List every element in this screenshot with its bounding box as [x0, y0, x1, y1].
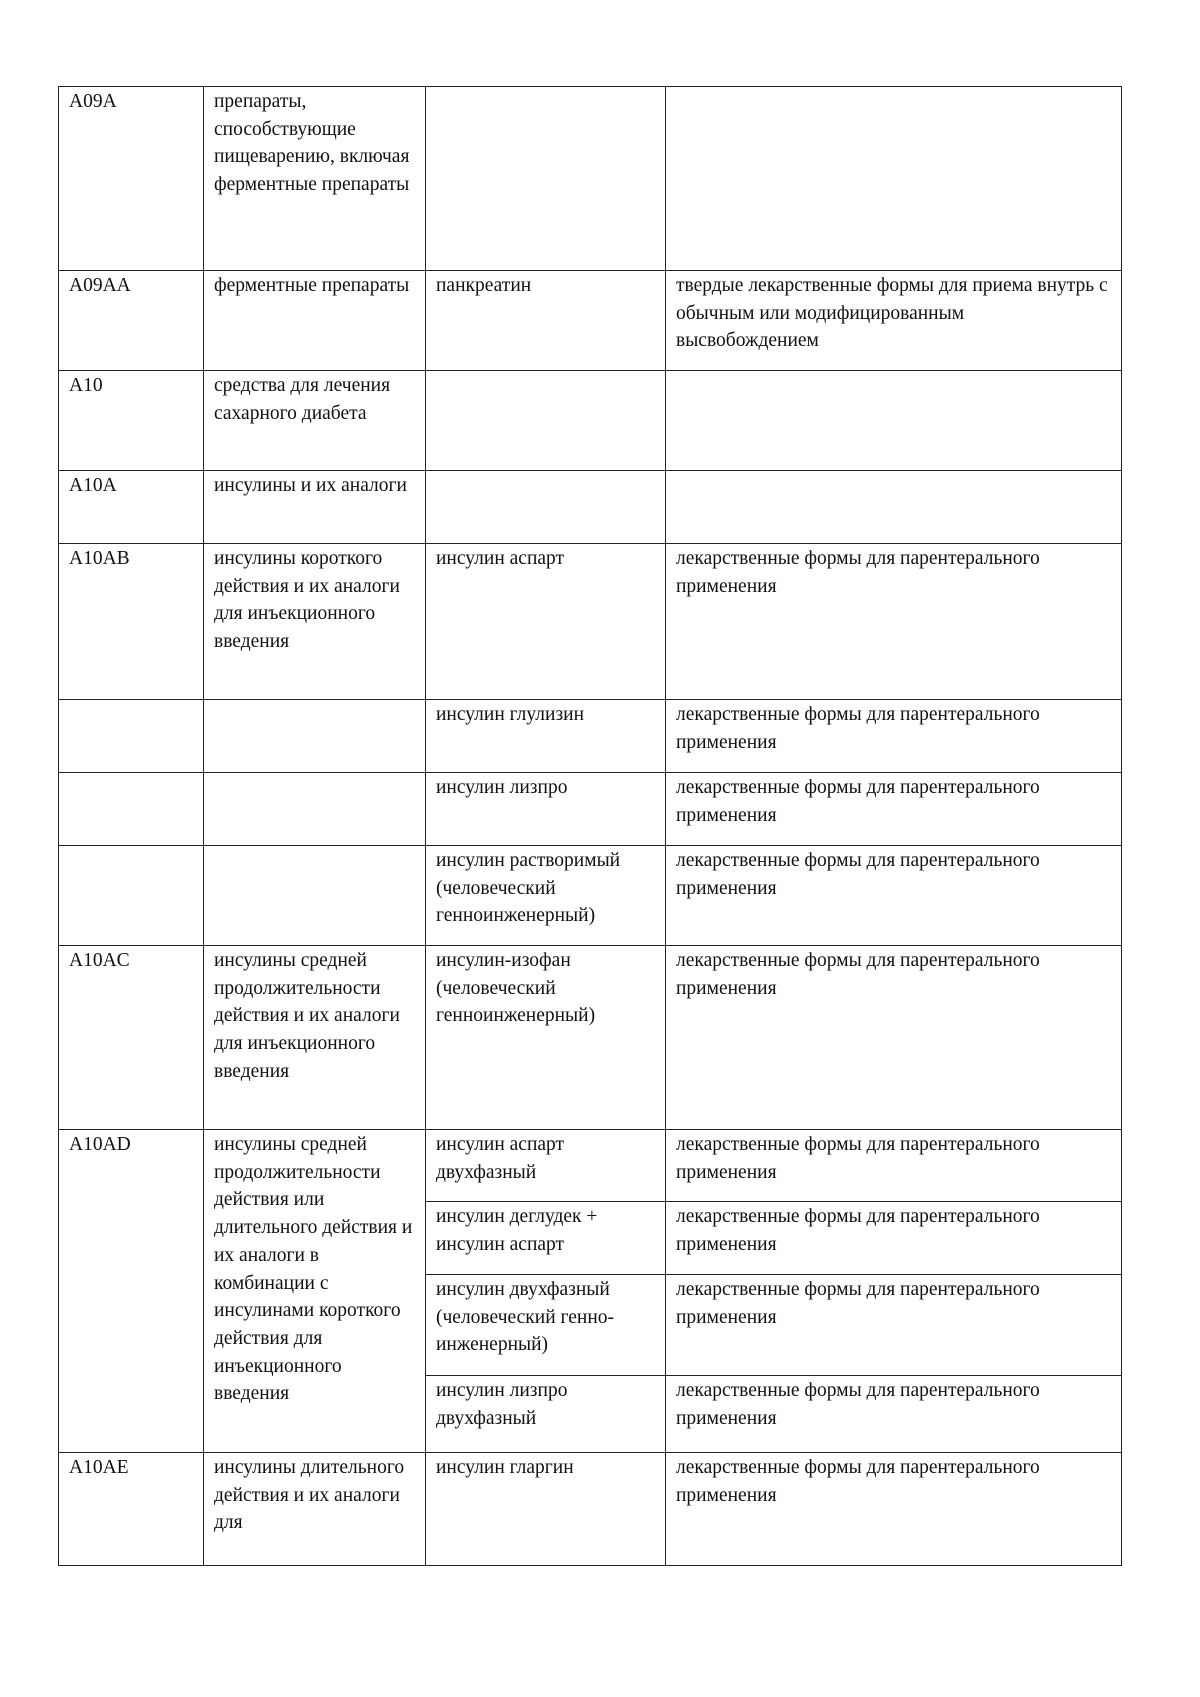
dosage-form-cell: лекарственные формы для парентерального применения — [666, 1202, 1122, 1275]
atc-code-cell: A10A — [59, 471, 204, 544]
table-row — [59, 87, 1122, 271]
table-row — [59, 1130, 1122, 1202]
table-row — [59, 700, 1122, 773]
group-name-cell: инсулины средней продолжительности действия или длительного действия и их аналоги в комбинации с инсулинами короткого действия для инъекционного введения — [204, 1130, 426, 1453]
atc-code-cell — [59, 700, 204, 773]
table-row — [59, 544, 1122, 700]
drug-name-cell: инсулин растворимый (человеческий генноинженерный) — [426, 846, 666, 946]
dosage-form-cell: твердые лекарственные формы для приема внутрь с обычным или модифицированным высвобождением — [666, 271, 1122, 371]
drug-name-cell: инсулин аспарт — [426, 544, 666, 700]
table-row — [59, 271, 1122, 371]
atc-code-cell: A09A — [59, 87, 204, 271]
dosage-form-cell — [666, 371, 1122, 471]
group-name-cell — [204, 773, 426, 846]
table-row — [59, 371, 1122, 471]
dosage-form-cell: лекарственные формы для парентерального применения — [666, 700, 1122, 773]
dosage-form-cell: лекарственные формы для парентерального применения — [666, 846, 1122, 946]
drug-name-cell: инсулин лизпро — [426, 773, 666, 846]
dosage-form-cell: лекарственные формы для парентерального применения — [666, 773, 1122, 846]
atc-code-cell: A10AE — [59, 1453, 204, 1566]
drug-name-cell: инсулин лизпро двухфазный — [426, 1376, 666, 1453]
dosage-form-cell: лекарственные формы для парентерального применения — [666, 946, 1122, 1130]
dosage-form-cell: лекарственные формы для парентерального применения — [666, 544, 1122, 700]
atc-code-cell: A10 — [59, 371, 204, 471]
group-name-cell — [204, 700, 426, 773]
drug-name-cell: панкреатин — [426, 271, 666, 371]
drug-name-cell: инсулин аспарт двухфазный — [426, 1130, 666, 1202]
atc-code-cell: A10AB — [59, 544, 204, 700]
drug-name-cell: инсулин двухфазный (человеческий генно-инженерный) — [426, 1275, 666, 1376]
group-name-cell: инсулины длительного действия и их аналоги для — [204, 1453, 426, 1566]
dosage-form-cell: лекарственные формы для парентерального применения — [666, 1453, 1122, 1566]
table-row — [59, 1453, 1122, 1566]
dosage-form-cell: лекарственные формы для парентерального применения — [666, 1275, 1122, 1376]
atc-code-cell — [59, 846, 204, 946]
group-name-cell: инсулины средней продолжительности действия и их аналоги для инъекционного введения — [204, 946, 426, 1130]
drug-name-cell: инсулин гларгин — [426, 1453, 666, 1566]
drug-name-cell — [426, 87, 666, 271]
drug-name-cell: инсулин деглудек + инсулин аспарт — [426, 1202, 666, 1275]
dosage-form-cell — [666, 471, 1122, 544]
table-row — [59, 471, 1122, 544]
atc-code-cell: A10AC — [59, 946, 204, 1130]
table-row — [59, 846, 1122, 946]
group-name-cell: средства для лечения сахарного диабета — [204, 371, 426, 471]
table-row — [59, 773, 1122, 846]
drug-name-cell: инсулин глулизин — [426, 700, 666, 773]
dosage-form-cell — [666, 87, 1122, 271]
atc-code-cell: A09AA — [59, 271, 204, 371]
atc-code-cell: A10AD — [59, 1130, 204, 1453]
drug-table — [58, 86, 1122, 1566]
group-name-cell: инсулины и их аналоги — [204, 471, 426, 544]
dosage-form-cell: лекарственные формы для парентерального применения — [666, 1376, 1122, 1453]
table-row — [59, 946, 1122, 1130]
group-name-cell: препараты, способствующие пищеварению, включая ферментные препараты — [204, 87, 426, 271]
drug-name-cell — [426, 371, 666, 471]
atc-code-cell — [59, 773, 204, 846]
group-name-cell: инсулины короткого действия и их аналоги для инъекционного введения — [204, 544, 426, 700]
drug-name-cell — [426, 471, 666, 544]
group-name-cell: ферментные препараты — [204, 271, 426, 371]
dosage-form-cell: лекарственные формы для парентерального применения — [666, 1130, 1122, 1202]
group-name-cell — [204, 846, 426, 946]
drug-name-cell: инсулин-изофан (человеческий генноинженерный) — [426, 946, 666, 1130]
